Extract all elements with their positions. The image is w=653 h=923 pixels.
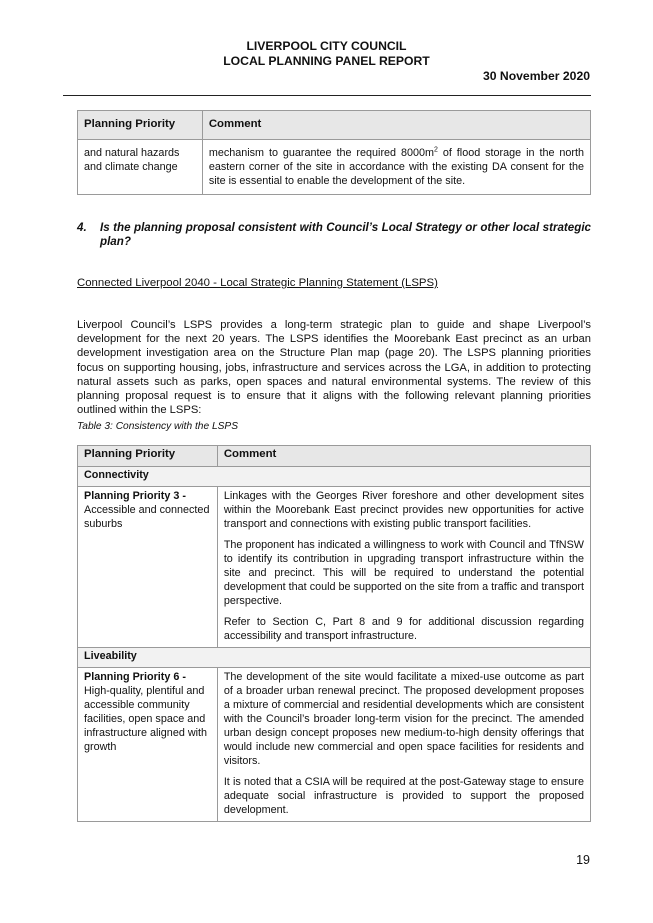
table-caption: Table 3: Consistency with the LSPS bbox=[77, 421, 239, 432]
report-date: 30 November 2020 bbox=[482, 69, 590, 83]
question-heading bbox=[77, 221, 591, 249]
priority-title: Planning Priority 6 - bbox=[84, 671, 186, 683]
question-number: 4. bbox=[77, 221, 87, 234]
report-title: LOCAL PLANNING PANEL REPORT bbox=[223, 54, 430, 68]
section-label: Liveability bbox=[78, 648, 591, 668]
page-number: 19 bbox=[576, 853, 590, 867]
comment-paragraph: The proponent has indicated a willingness to work with Council and TfNSW to identify its contribution in upgrading transport infrastructure within the site and precinct. This will be required to understand the potential development that could be supported on the site from a traffic and transport perspective. bbox=[223, 539, 584, 607]
lsps-paragraph: Liverpool Council’s LSPS provides a long-term strategic plan to guide and shape Liverpool’s development for the next 20 years. The LSPS identifies the Moorebank East precinct as an urban development investigation area on the Structure Plan map (page 20). The LSPS planning priorities focus on supporting housing, jobs, infrastructure and services across the LGA, in addition to protecting natural assets such as parks, open spaces and natural environmental systems. The review of this planning proposal request is to ensure that it aligns with the following relevant planning priorities outlined within the LSPS: bbox=[77, 319, 591, 417]
column-header-priority: Planning Priority bbox=[78, 446, 218, 467]
column-header-comment: Comment bbox=[217, 446, 590, 467]
priority-title: Planning Priority 3 - bbox=[84, 490, 186, 502]
lsps-consistency-table bbox=[77, 445, 591, 822]
council-name: LIVERPOOL CITY COUNCIL bbox=[246, 39, 407, 53]
comment-paragraph: The development of the site would facilitate a mixed-use outcome as part of a broader urban renewal precinct. The proposed development proposes a mixture of commercial and residential developments which are consistent with the Council’s broader long-term vision for the precinct. The amended urban design concept proposes new medium-to-high density offerings that would include new commercial and open space facilities for residents and visitors. bbox=[223, 671, 584, 767]
comment-paragraph: It is noted that a CSIA will be required at the post-Gateway stage to ensure adequate social infrastructure is provided to support the proposed development. bbox=[223, 776, 584, 816]
priority-description: Accessible and connected suburbs bbox=[84, 504, 210, 530]
section-label: Connectivity bbox=[78, 467, 591, 487]
table-row bbox=[78, 668, 591, 822]
column-header-comment: Comment bbox=[202, 111, 590, 140]
priority-cell bbox=[78, 668, 218, 822]
planning-priority-table-continued bbox=[77, 110, 591, 195]
comment-paragraph: Refer to Section C, Part 8 and 9 for additional discussion regarding accessibility and transport infrastructure. bbox=[223, 616, 584, 642]
table-row bbox=[78, 487, 591, 648]
header-divider bbox=[63, 95, 591, 96]
comment-cell bbox=[217, 487, 590, 648]
column-header-priority: Planning Priority bbox=[78, 111, 203, 140]
comment-cell: mechanism to guarantee the required $8000m^2$ of flood storage in the north eastern corner of the site in accordance with the existing DA consent for the site is essential to enable the development of the site. bbox=[202, 140, 590, 195]
table-row bbox=[78, 140, 591, 195]
section-row-liveability bbox=[78, 648, 591, 668]
section-row-connectivity bbox=[78, 467, 591, 487]
table-header-row bbox=[78, 446, 591, 467]
priority-cell bbox=[78, 487, 218, 648]
comment-paragraph: Linkages with the Georges River foreshore and other development sites within the Moorebank East precinct provides new opportunities for active transport and connections with existing public transport facilities. bbox=[223, 490, 584, 530]
question-text: Is the planning proposal consistent with Council’s Local Strategy or other local strategic plan? bbox=[100, 221, 591, 248]
table-header-row bbox=[78, 111, 591, 140]
priority-cell: and natural hazards and climate change bbox=[78, 140, 203, 195]
priority-description: High-quality, plentiful and accessible community facilities, open space and infrastructure aligned with growth bbox=[84, 685, 208, 753]
comment-cell bbox=[217, 668, 590, 822]
lsps-heading-link[interactable]: Connected Liverpool 2040 - Local Strategic Planning Statement (LSPS) bbox=[77, 277, 438, 289]
